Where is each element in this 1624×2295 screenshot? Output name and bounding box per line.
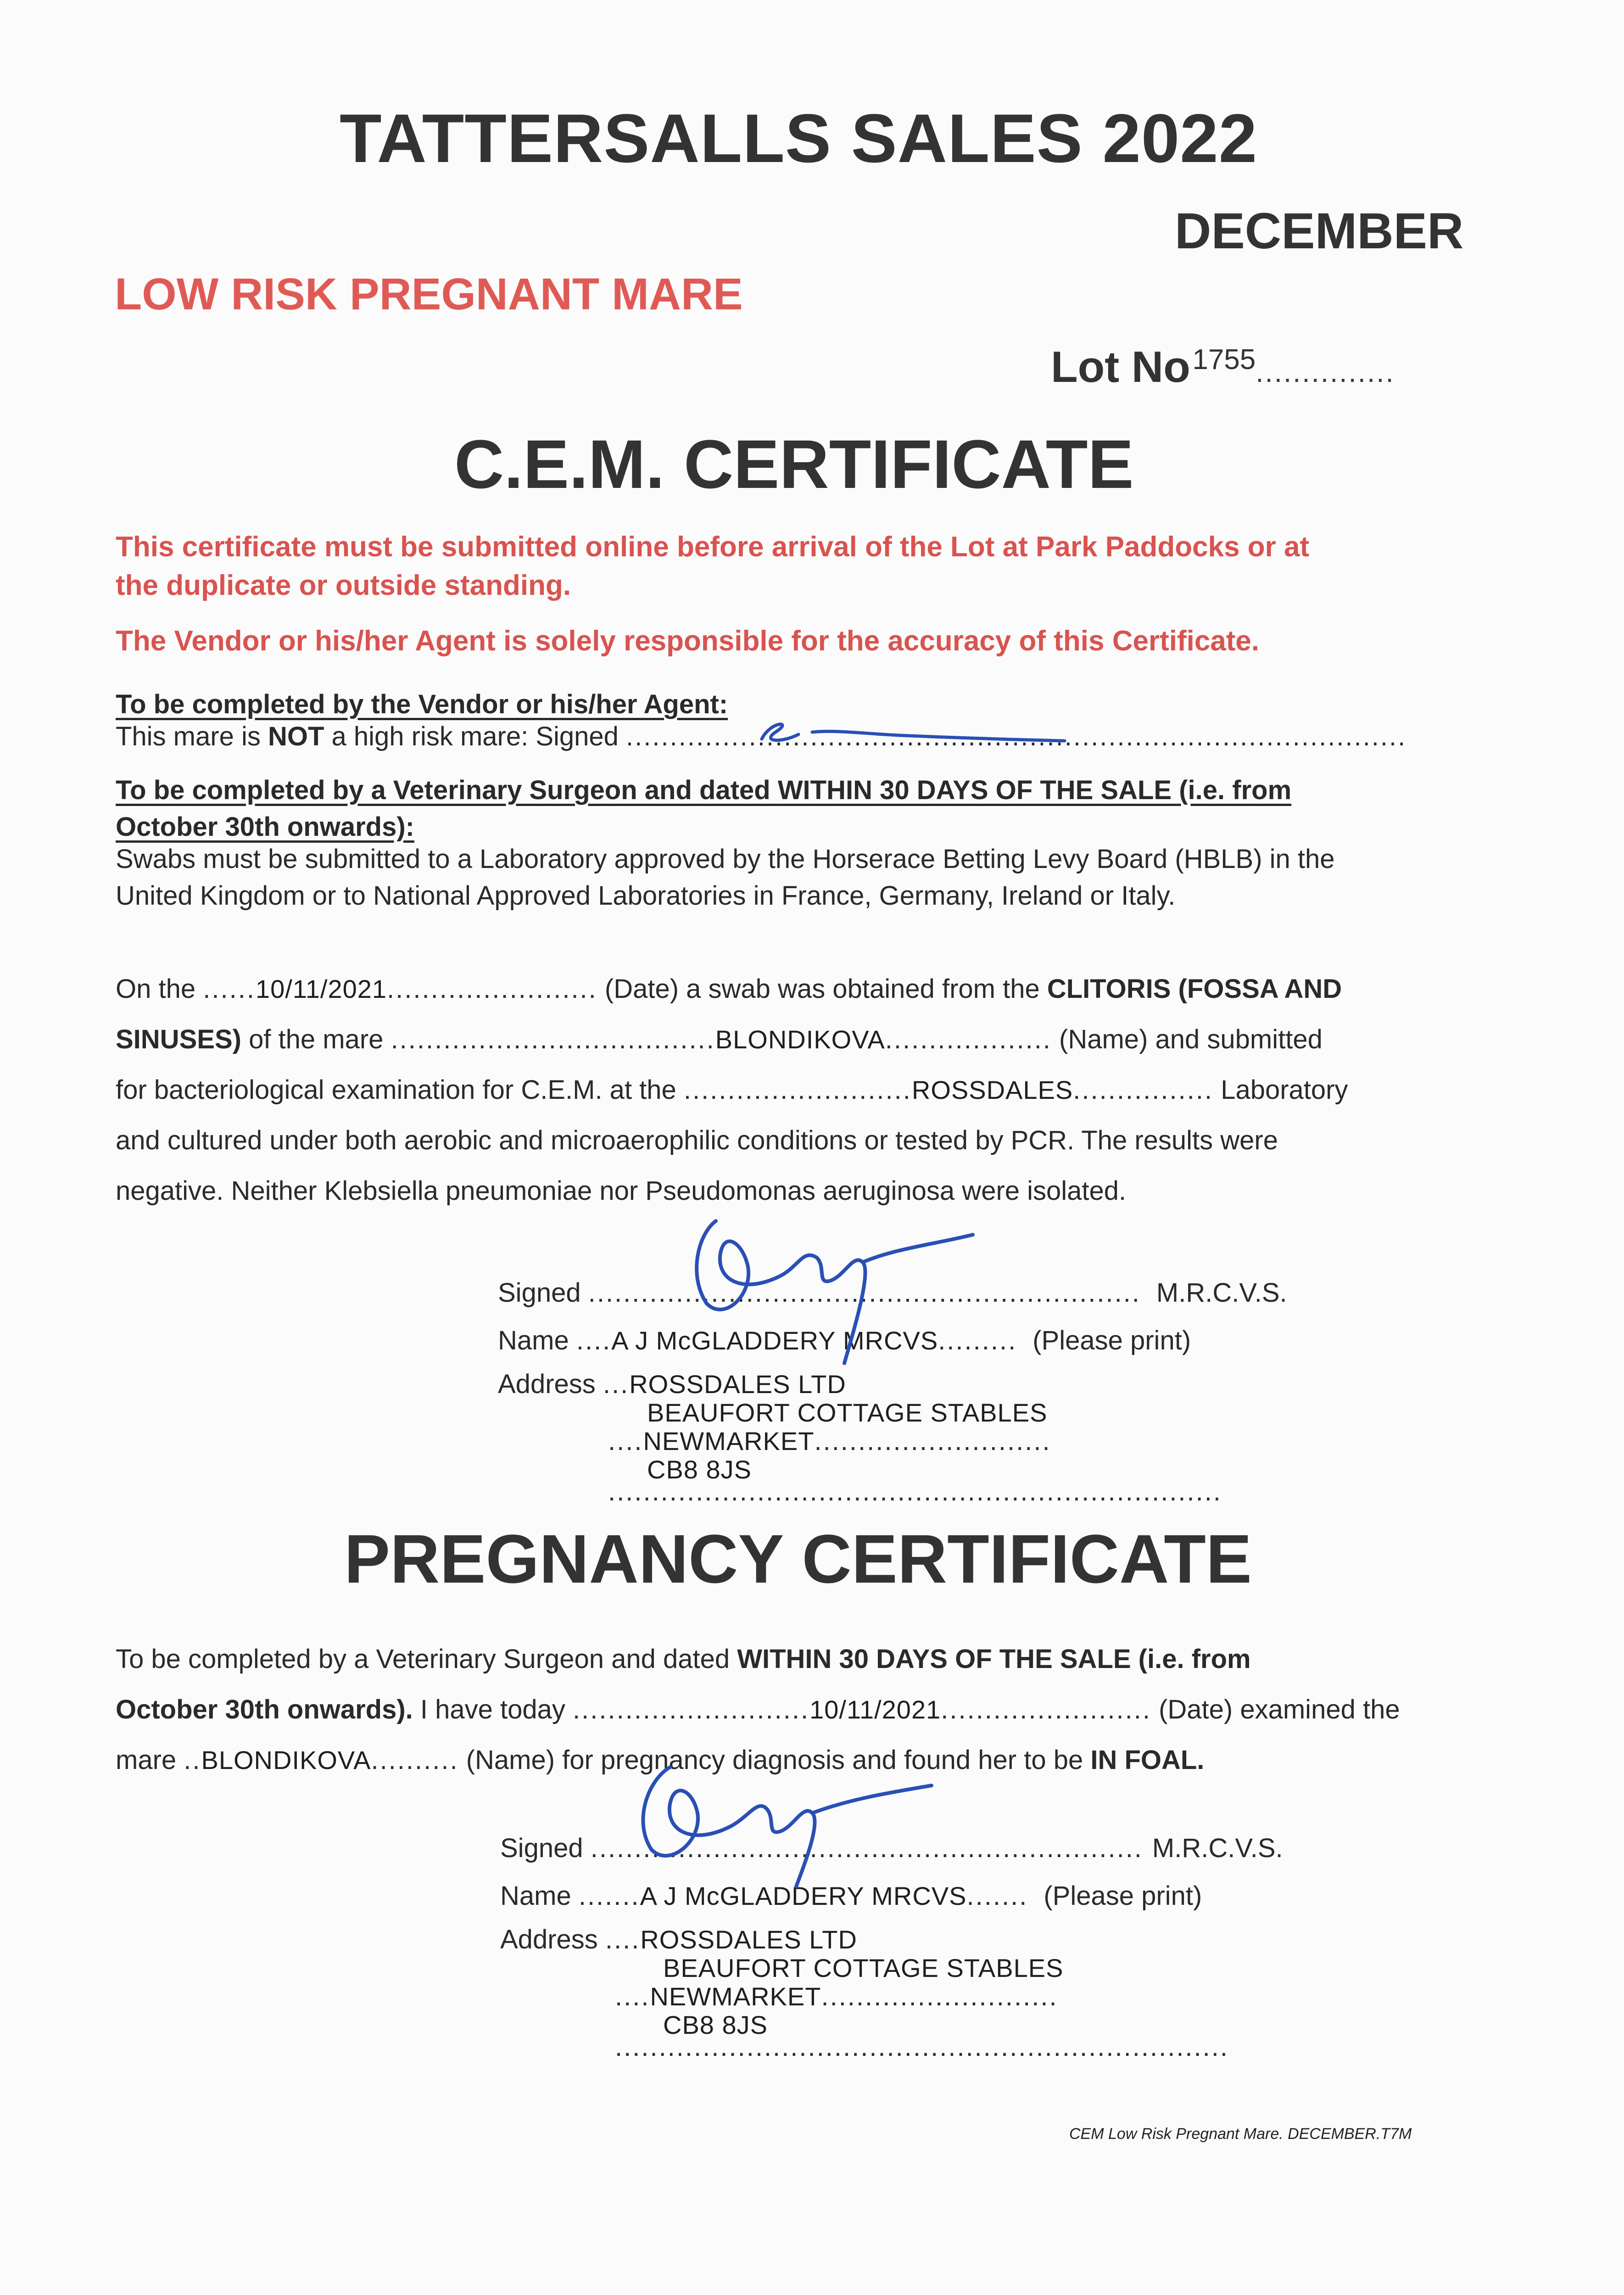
- cem-notice-1: [116, 528, 1309, 605]
- cem-address-line3: NEWMARKET: [643, 1427, 815, 1455]
- vendor-signature-line: .........................................................................................: [626, 722, 1407, 751]
- form-code: CEM Low Risk Pregnant Mare. DECEMBER.T7M: [1069, 2125, 1412, 2143]
- preg-address-line3: NEWMARKET: [650, 1982, 821, 2011]
- vendor-signature: [743, 707, 1074, 762]
- sale-month: DECEMBER: [1175, 203, 1464, 259]
- lot-dots: ...............: [1256, 357, 1395, 388]
- swab-requirement-line1: Swabs must be submitted to a Laboratory approved by the Horserace Betting Levy Board (HBLB) in the: [116, 844, 1335, 874]
- cem-heading: C.E.M. CERTIFICATE: [454, 425, 1134, 503]
- preg-address-block: Address ....ROSSDALES LTD BEAUFORT COTTAGE STABLES ....NEWMARKET........................... CB8 8JS ......................................................................: [500, 1925, 1229, 2062]
- vendor-heading: To be completed by the Vendor or his/her Agent:: [116, 689, 728, 719]
- vet-heading-b: WITHIN 30 DAYS OF THE SALE (i.e. from: [777, 775, 1292, 805]
- cem-address-line1: ROSSDALES LTD: [629, 1370, 846, 1399]
- cem-para-line4: and cultured under both aerobic and microaerophilic conditions or tested by PCR. The results were: [116, 1125, 1278, 1155]
- vendor-line-signed: a high risk mare: Signed: [324, 722, 626, 751]
- cem-address-line4: CB8 8JS: [647, 1455, 752, 1484]
- swab-date: 10/11/2021: [255, 974, 387, 1003]
- preg-line1: To be completed by a Veterinary Surgeon and dated WITHIN 30 DAYS OF THE SALE (i.e. from: [116, 1644, 1251, 1674]
- vet-heading-a: To be completed by a Veterinary Surgeon and dated: [116, 775, 778, 805]
- preg-vet-signature: [610, 1744, 959, 1891]
- preg-mare-name: BLONDIKOVA: [201, 1746, 371, 1774]
- page-title: TATTERSALLS SALES 2022: [340, 100, 1258, 177]
- preg-signed-row: Signed ............................................................... M.R.C.V.S.: [500, 1833, 1283, 1863]
- preg-name-row: Name .......A J McGLADDERY MRCVS....... (Please print): [500, 1881, 1202, 1911]
- laboratory-name: ROSSDALES: [911, 1075, 1073, 1104]
- lot-value: 1755: [1192, 344, 1256, 375]
- cem-vet-signature: [679, 1203, 1000, 1368]
- cem-para-line1: On the ......10/11/2021........................ (Date) a swab was obtained from the CLITORIS (FOSSA AND: [116, 974, 1342, 1004]
- cem-swab-paragraph: [116, 964, 1348, 1216]
- preg-vet-name: A J McGLADDERY MRCVS: [640, 1881, 967, 1910]
- cem-para-line2: SINUSES) of the mare .....................................BLONDIKOVA................... (Name) and submitted: [116, 1024, 1323, 1054]
- cem-notice-2: The Vendor or his/her Agent is solely responsible for the accuracy of this Certificate.: [116, 625, 1260, 657]
- swab-requirement-line2: United Kingdom or to National Approved Laboratories in France, Germany, Ireland or Italy.: [116, 881, 1176, 911]
- vendor-line-text: This mare is: [116, 722, 268, 751]
- pregnancy-heading: PREGNANCY CERTIFICATE: [344, 1520, 1252, 1597]
- cem-address-block: Address ...ROSSDALES LTD BEAUFORT COTTAGE STABLES ....NEWMARKET........................... CB8 8JS ......................................................................: [498, 1369, 1222, 1506]
- risk-category: LOW RISK PREGNANT MARE: [115, 269, 743, 319]
- preg-address-line2: BEAUFORT COTTAGE STABLES: [663, 1954, 1064, 1982]
- cem-signed-row: Signed ............................................................... M.R.C.V.S.: [498, 1278, 1287, 1308]
- cem-name-row: Name ....A J McGLADDERY MRCVS......... (Please print): [498, 1326, 1191, 1355]
- mare-name: BLONDIKOVA: [715, 1025, 885, 1054]
- vendor-not: NOT: [268, 722, 324, 751]
- vet-heading-c: October 30th onwards):: [116, 812, 414, 842]
- lot-label: Lot No: [1051, 342, 1190, 392]
- preg-line3: mare ..BLONDIKOVA.......... (Name) for pregnancy diagnosis and found her to be IN FOAL.: [116, 1745, 1205, 1775]
- lot-number: [1051, 342, 1395, 392]
- cem-notice-1-line1: This certificate must be submitted online before arrival of the Lot at Park Paddocks or at: [116, 531, 1310, 563]
- cem-notice-1-line2: the duplicate or outside standing.: [116, 570, 571, 601]
- cem-para-line5: negative. Neither Klebsiella pneumoniae nor Pseudomonas aeruginosa were isolated.: [116, 1176, 1127, 1206]
- cem-vet-name: A J McGLADDERY MRCVS: [611, 1326, 938, 1355]
- examination-date: 10/11/2021: [809, 1695, 941, 1724]
- preg-address-line4: CB8 8JS: [663, 2010, 768, 2039]
- cem-address-line2: BEAUFORT COTTAGE STABLES: [647, 1398, 1048, 1427]
- vet-section-heading: [116, 772, 1492, 914]
- cem-para-line3: for bacteriological examination for C.E.M. at the ..........................ROSSDALES................ Laboratory: [116, 1075, 1348, 1105]
- preg-line2: October 30th onwards). I have today ...........................10/11/2021........................ (Date) examined the: [116, 1695, 1400, 1724]
- preg-address-line1: ROSSDALES LTD: [640, 1925, 857, 1954]
